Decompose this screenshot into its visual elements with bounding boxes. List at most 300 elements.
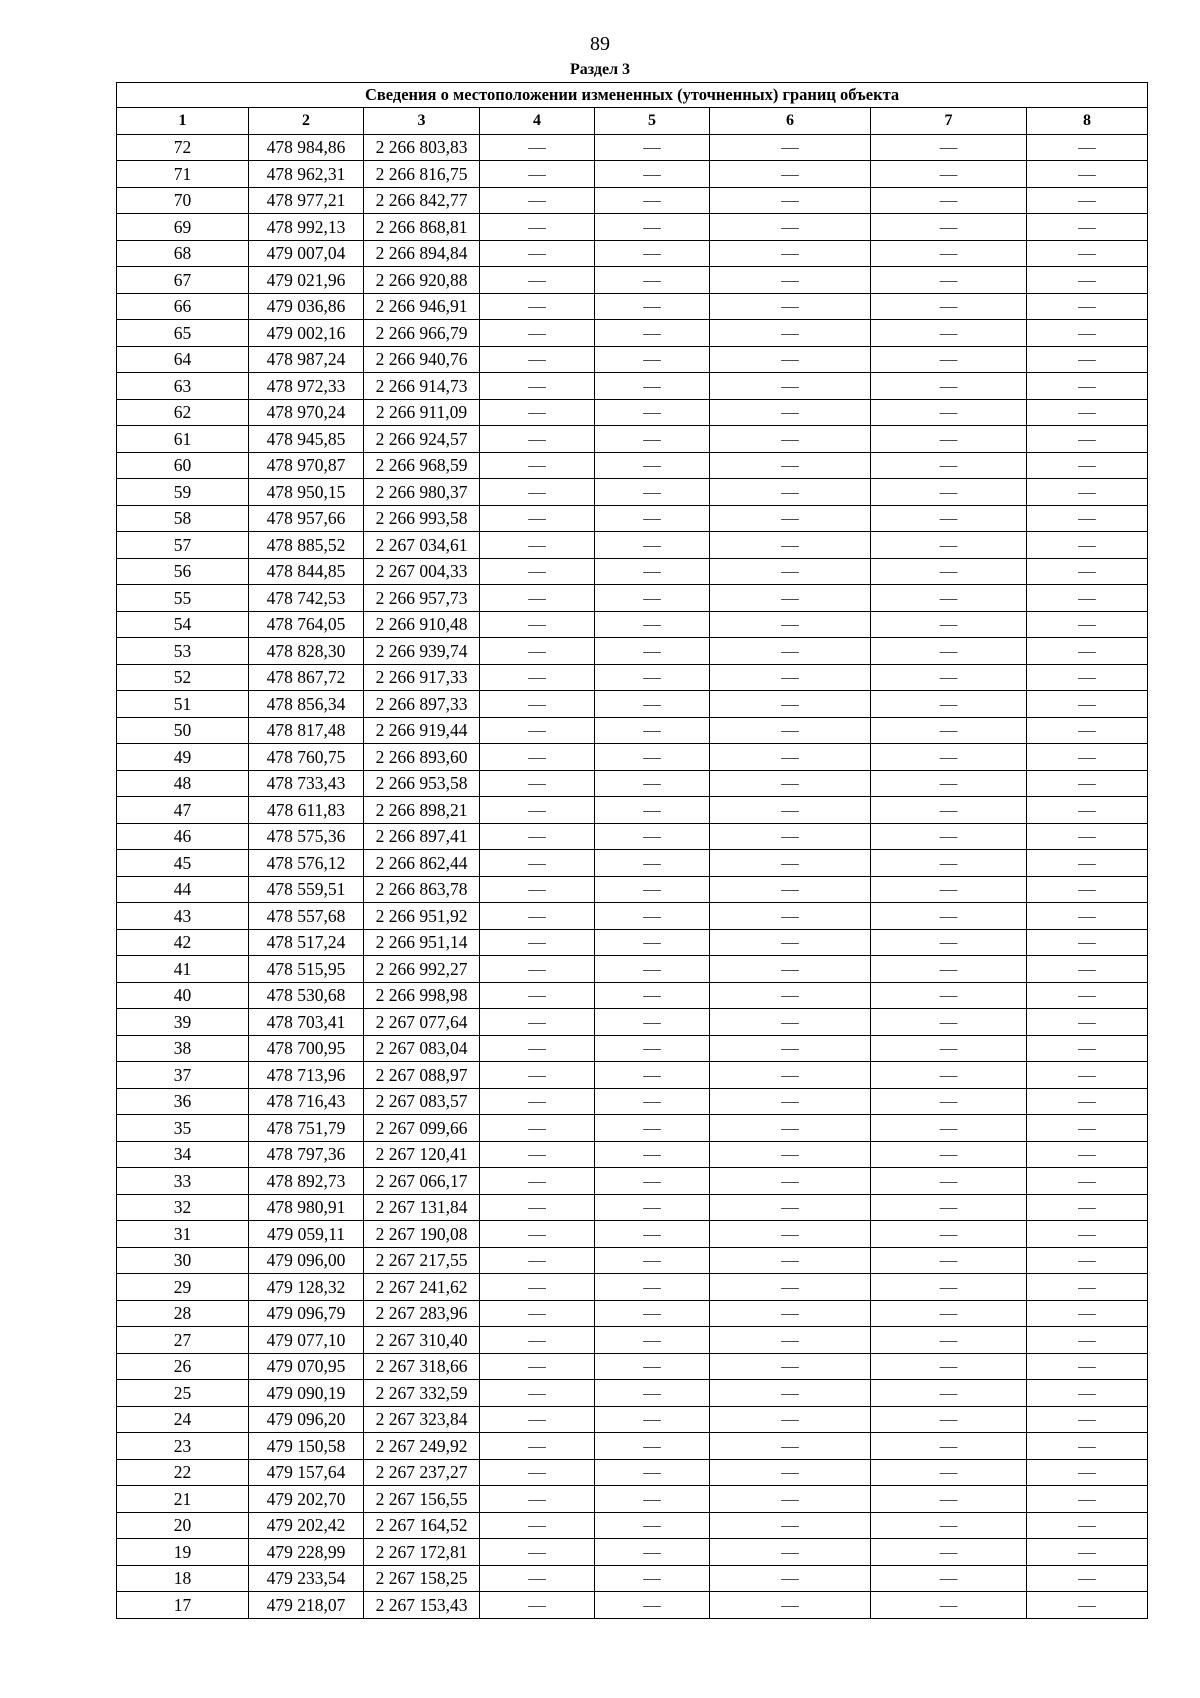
empty-cell: —	[480, 823, 595, 850]
empty-cell: —	[1027, 240, 1148, 267]
point-number-cell: 44	[117, 876, 249, 903]
empty-cell: —	[871, 1406, 1027, 1433]
empty-cell: —	[871, 346, 1027, 373]
x-coordinate-cell: 479 036,86	[249, 293, 364, 320]
empty-cell: —	[595, 1486, 710, 1513]
empty-cell: —	[871, 903, 1027, 930]
y-coordinate-cell: 2 267 099,66	[364, 1115, 480, 1142]
empty-cell: —	[595, 161, 710, 188]
empty-cell: —	[480, 240, 595, 267]
x-coordinate-cell: 479 150,58	[249, 1433, 364, 1460]
x-coordinate-cell: 478 517,24	[249, 929, 364, 956]
table-row	[117, 373, 1148, 400]
table-row	[117, 1539, 1148, 1566]
empty-cell: —	[710, 1539, 871, 1566]
empty-cell: —	[480, 320, 595, 347]
empty-cell: —	[710, 1115, 871, 1142]
y-coordinate-cell: 2 267 158,25	[364, 1565, 480, 1592]
table-row	[117, 1459, 1148, 1486]
y-coordinate-cell: 2 266 803,83	[364, 134, 480, 161]
empty-cell: —	[480, 717, 595, 744]
y-coordinate-cell: 2 266 897,41	[364, 823, 480, 850]
x-coordinate-cell: 478 972,33	[249, 373, 364, 400]
point-number-cell: 17	[117, 1592, 249, 1619]
table-row	[117, 134, 1148, 161]
y-coordinate-cell: 2 266 939,74	[364, 638, 480, 665]
empty-cell: —	[1027, 929, 1148, 956]
empty-cell: —	[710, 664, 871, 691]
empty-cell: —	[595, 399, 710, 426]
empty-cell: —	[710, 532, 871, 559]
x-coordinate-cell: 478 970,24	[249, 399, 364, 426]
empty-cell: —	[480, 1088, 595, 1115]
empty-cell: —	[480, 1353, 595, 1380]
table-row	[117, 1088, 1148, 1115]
empty-cell: —	[710, 1565, 871, 1592]
point-number-cell: 54	[117, 611, 249, 638]
empty-cell: —	[1027, 320, 1148, 347]
empty-cell: —	[710, 452, 871, 479]
table-row	[117, 1512, 1148, 1539]
table-row	[117, 929, 1148, 956]
empty-cell: —	[480, 876, 595, 903]
empty-cell: —	[871, 1512, 1027, 1539]
empty-cell: —	[871, 691, 1027, 718]
empty-cell: —	[595, 479, 710, 506]
empty-cell: —	[871, 426, 1027, 453]
empty-cell: —	[871, 717, 1027, 744]
empty-cell: —	[595, 797, 710, 824]
empty-cell: —	[1027, 744, 1148, 771]
table-row	[117, 585, 1148, 612]
empty-cell: —	[710, 903, 871, 930]
x-coordinate-cell: 478 856,34	[249, 691, 364, 718]
empty-cell: —	[1027, 903, 1148, 930]
empty-cell: —	[871, 982, 1027, 1009]
empty-cell: —	[480, 1512, 595, 1539]
y-coordinate-cell: 2 267 241,62	[364, 1274, 480, 1301]
empty-cell: —	[1027, 956, 1148, 983]
table-row	[117, 1565, 1148, 1592]
empty-cell: —	[1027, 1035, 1148, 1062]
x-coordinate-cell: 478 950,15	[249, 479, 364, 506]
empty-cell: —	[1027, 691, 1148, 718]
empty-cell: —	[1027, 214, 1148, 241]
point-number-cell: 51	[117, 691, 249, 718]
point-number-cell: 31	[117, 1221, 249, 1248]
empty-cell: —	[710, 161, 871, 188]
empty-cell: —	[710, 823, 871, 850]
x-coordinate-cell: 479 096,20	[249, 1406, 364, 1433]
empty-cell: —	[710, 638, 871, 665]
y-coordinate-cell: 2 267 066,17	[364, 1168, 480, 1195]
y-coordinate-cell: 2 266 980,37	[364, 479, 480, 506]
table-row	[117, 426, 1148, 453]
empty-cell: —	[480, 452, 595, 479]
empty-cell: —	[595, 1194, 710, 1221]
point-number-cell: 28	[117, 1300, 249, 1327]
table-row	[117, 1009, 1148, 1036]
table-row	[117, 876, 1148, 903]
empty-cell: —	[1027, 1380, 1148, 1407]
point-number-cell: 39	[117, 1009, 249, 1036]
empty-cell: —	[595, 1406, 710, 1433]
y-coordinate-cell: 2 266 968,59	[364, 452, 480, 479]
empty-cell: —	[871, 1247, 1027, 1274]
empty-cell: —	[710, 797, 871, 824]
x-coordinate-cell: 478 867,72	[249, 664, 364, 691]
y-coordinate-cell: 2 267 077,64	[364, 1009, 480, 1036]
empty-cell: —	[710, 770, 871, 797]
empty-cell: —	[480, 1247, 595, 1274]
column-header-row	[117, 108, 1148, 135]
empty-cell: —	[595, 1062, 710, 1089]
y-coordinate-cell: 2 266 920,88	[364, 267, 480, 294]
empty-cell: —	[1027, 452, 1148, 479]
x-coordinate-cell: 479 157,64	[249, 1459, 364, 1486]
point-number-cell: 68	[117, 240, 249, 267]
y-coordinate-cell: 2 267 083,57	[364, 1088, 480, 1115]
y-coordinate-cell: 2 267 172,81	[364, 1539, 480, 1566]
point-number-cell: 55	[117, 585, 249, 612]
empty-cell: —	[710, 479, 871, 506]
y-coordinate-cell: 2 266 998,98	[364, 982, 480, 1009]
x-coordinate-cell: 479 096,00	[249, 1247, 364, 1274]
empty-cell: —	[710, 214, 871, 241]
x-coordinate-cell: 479 128,32	[249, 1274, 364, 1301]
empty-cell: —	[871, 1274, 1027, 1301]
point-number-cell: 24	[117, 1406, 249, 1433]
table-row	[117, 479, 1148, 506]
empty-cell: —	[595, 585, 710, 612]
empty-cell: —	[710, 1327, 871, 1354]
empty-cell: —	[1027, 850, 1148, 877]
point-number-cell: 30	[117, 1247, 249, 1274]
table-row	[117, 505, 1148, 532]
point-number-cell: 35	[117, 1115, 249, 1142]
empty-cell: —	[595, 1168, 710, 1195]
point-number-cell: 26	[117, 1353, 249, 1380]
x-coordinate-cell: 478 828,30	[249, 638, 364, 665]
point-number-cell: 25	[117, 1380, 249, 1407]
point-number-cell: 70	[117, 187, 249, 214]
empty-cell: —	[1027, 1062, 1148, 1089]
empty-cell: —	[480, 479, 595, 506]
empty-cell: —	[871, 664, 1027, 691]
empty-cell: —	[710, 1221, 871, 1248]
point-number-cell: 49	[117, 744, 249, 771]
empty-cell: —	[595, 876, 710, 903]
empty-cell: —	[480, 426, 595, 453]
y-coordinate-cell: 2 266 863,78	[364, 876, 480, 903]
x-coordinate-cell: 478 611,83	[249, 797, 364, 824]
empty-cell: —	[480, 1406, 595, 1433]
empty-cell: —	[595, 1380, 710, 1407]
y-coordinate-cell: 2 266 993,58	[364, 505, 480, 532]
point-number-cell: 22	[117, 1459, 249, 1486]
empty-cell: —	[480, 611, 595, 638]
y-coordinate-cell: 2 266 946,91	[364, 293, 480, 320]
empty-cell: —	[710, 134, 871, 161]
empty-cell: —	[480, 1194, 595, 1221]
empty-cell: —	[595, 1141, 710, 1168]
x-coordinate-cell: 478 751,79	[249, 1115, 364, 1142]
y-coordinate-cell: 2 267 318,66	[364, 1353, 480, 1380]
table-row	[117, 982, 1148, 1009]
empty-cell: —	[595, 1592, 710, 1619]
empty-cell: —	[595, 770, 710, 797]
table-row	[117, 691, 1148, 718]
table-row	[117, 187, 1148, 214]
empty-cell: —	[1027, 717, 1148, 744]
empty-cell: —	[595, 293, 710, 320]
y-coordinate-cell: 2 266 868,81	[364, 214, 480, 241]
empty-cell: —	[480, 505, 595, 532]
empty-cell: —	[595, 346, 710, 373]
empty-cell: —	[1027, 1115, 1148, 1142]
column-header: 2	[249, 108, 364, 135]
point-number-cell: 19	[117, 1539, 249, 1566]
x-coordinate-cell: 479 090,19	[249, 1380, 364, 1407]
empty-cell: —	[871, 1592, 1027, 1619]
x-coordinate-cell: 478 760,75	[249, 744, 364, 771]
point-number-cell: 72	[117, 134, 249, 161]
empty-cell: —	[710, 1512, 871, 1539]
y-coordinate-cell: 2 266 992,27	[364, 956, 480, 983]
y-coordinate-cell: 2 267 332,59	[364, 1380, 480, 1407]
empty-cell: —	[480, 1565, 595, 1592]
empty-cell: —	[480, 1300, 595, 1327]
empty-cell: —	[710, 187, 871, 214]
empty-cell: —	[480, 1380, 595, 1407]
empty-cell: —	[710, 1247, 871, 1274]
empty-cell: —	[1027, 293, 1148, 320]
empty-cell: —	[480, 1221, 595, 1248]
y-coordinate-cell: 2 266 917,33	[364, 664, 480, 691]
x-coordinate-cell: 479 070,95	[249, 1353, 364, 1380]
empty-cell: —	[710, 1274, 871, 1301]
empty-cell: —	[595, 320, 710, 347]
table-row	[117, 267, 1148, 294]
empty-cell: —	[1027, 1459, 1148, 1486]
empty-cell: —	[480, 267, 595, 294]
point-number-cell: 61	[117, 426, 249, 453]
empty-cell: —	[1027, 187, 1148, 214]
y-coordinate-cell: 2 267 164,52	[364, 1512, 480, 1539]
point-number-cell: 58	[117, 505, 249, 532]
point-number-cell: 18	[117, 1565, 249, 1592]
empty-cell: —	[595, 187, 710, 214]
empty-cell: —	[480, 214, 595, 241]
point-number-cell: 50	[117, 717, 249, 744]
point-number-cell: 47	[117, 797, 249, 824]
table-row	[117, 638, 1148, 665]
x-coordinate-cell: 478 977,21	[249, 187, 364, 214]
table-row	[117, 1168, 1148, 1195]
point-number-cell: 59	[117, 479, 249, 506]
empty-cell: —	[871, 1565, 1027, 1592]
table-row	[117, 1194, 1148, 1221]
table-row	[117, 293, 1148, 320]
table-row	[117, 214, 1148, 241]
table-row	[117, 1274, 1148, 1301]
empty-cell: —	[480, 1539, 595, 1566]
point-number-cell: 62	[117, 399, 249, 426]
empty-cell: —	[871, 797, 1027, 824]
x-coordinate-cell: 478 892,73	[249, 1168, 364, 1195]
y-coordinate-cell: 2 267 156,55	[364, 1486, 480, 1513]
empty-cell: —	[871, 293, 1027, 320]
empty-cell: —	[595, 903, 710, 930]
empty-cell: —	[710, 346, 871, 373]
x-coordinate-cell: 478 530,68	[249, 982, 364, 1009]
empty-cell: —	[595, 452, 710, 479]
empty-cell: —	[710, 1300, 871, 1327]
empty-cell: —	[710, 373, 871, 400]
empty-cell: —	[1027, 1088, 1148, 1115]
x-coordinate-cell: 478 713,96	[249, 1062, 364, 1089]
column-header: 5	[595, 108, 710, 135]
y-coordinate-cell: 2 266 919,44	[364, 717, 480, 744]
empty-cell: —	[1027, 558, 1148, 585]
empty-cell: —	[595, 1088, 710, 1115]
empty-cell: —	[1027, 1512, 1148, 1539]
x-coordinate-cell: 478 703,41	[249, 1009, 364, 1036]
empty-cell: —	[1027, 664, 1148, 691]
x-coordinate-cell: 478 844,85	[249, 558, 364, 585]
point-number-cell: 71	[117, 161, 249, 188]
empty-cell: —	[595, 1274, 710, 1301]
table-row	[117, 558, 1148, 585]
empty-cell: —	[710, 1009, 871, 1036]
x-coordinate-cell: 479 007,04	[249, 240, 364, 267]
empty-cell: —	[1027, 505, 1148, 532]
x-coordinate-cell: 479 002,16	[249, 320, 364, 347]
empty-cell: —	[595, 134, 710, 161]
table-row	[117, 1062, 1148, 1089]
y-coordinate-cell: 2 266 842,77	[364, 187, 480, 214]
empty-cell: —	[871, 1062, 1027, 1089]
table-row	[117, 1035, 1148, 1062]
empty-cell: —	[871, 214, 1027, 241]
x-coordinate-cell: 479 096,79	[249, 1300, 364, 1327]
empty-cell: —	[480, 1592, 595, 1619]
empty-cell: —	[480, 1274, 595, 1301]
empty-cell: —	[1027, 1486, 1148, 1513]
column-header: 7	[871, 108, 1027, 135]
column-header: 3	[364, 108, 480, 135]
empty-cell: —	[710, 1194, 871, 1221]
point-number-cell: 37	[117, 1062, 249, 1089]
empty-cell: —	[480, 744, 595, 771]
empty-cell: —	[871, 1194, 1027, 1221]
y-coordinate-cell: 2 267 237,27	[364, 1459, 480, 1486]
empty-cell: —	[480, 134, 595, 161]
y-coordinate-cell: 2 267 323,84	[364, 1406, 480, 1433]
empty-cell: —	[1027, 1565, 1148, 1592]
x-coordinate-cell: 478 700,95	[249, 1035, 364, 1062]
empty-cell: —	[871, 1088, 1027, 1115]
empty-cell: —	[710, 293, 871, 320]
table-row	[117, 1141, 1148, 1168]
point-number-cell: 38	[117, 1035, 249, 1062]
table-row	[117, 1592, 1148, 1619]
empty-cell: —	[871, 770, 1027, 797]
x-coordinate-cell: 478 559,51	[249, 876, 364, 903]
y-coordinate-cell: 2 267 083,04	[364, 1035, 480, 1062]
point-number-cell: 53	[117, 638, 249, 665]
empty-cell: —	[710, 1459, 871, 1486]
empty-cell: —	[595, 1459, 710, 1486]
empty-cell: —	[480, 532, 595, 559]
point-number-cell: 63	[117, 373, 249, 400]
empty-cell: —	[1027, 982, 1148, 1009]
point-number-cell: 32	[117, 1194, 249, 1221]
empty-cell: —	[871, 1009, 1027, 1036]
y-coordinate-cell: 2 267 310,40	[364, 1327, 480, 1354]
y-coordinate-cell: 2 266 914,73	[364, 373, 480, 400]
y-coordinate-cell: 2 266 897,33	[364, 691, 480, 718]
empty-cell: —	[710, 876, 871, 903]
column-header: 6	[710, 108, 871, 135]
empty-cell: —	[595, 558, 710, 585]
empty-cell: —	[595, 426, 710, 453]
x-coordinate-cell: 479 228,99	[249, 1539, 364, 1566]
x-coordinate-cell: 478 962,31	[249, 161, 364, 188]
empty-cell: —	[1027, 823, 1148, 850]
x-coordinate-cell: 478 970,87	[249, 452, 364, 479]
empty-cell: —	[595, 1009, 710, 1036]
empty-cell: —	[595, 664, 710, 691]
y-coordinate-cell: 2 266 966,79	[364, 320, 480, 347]
empty-cell: —	[480, 161, 595, 188]
point-number-cell: 45	[117, 850, 249, 877]
point-number-cell: 48	[117, 770, 249, 797]
empty-cell: —	[1027, 1353, 1148, 1380]
y-coordinate-cell: 2 267 249,92	[364, 1433, 480, 1460]
empty-cell: —	[871, 1353, 1027, 1380]
empty-cell: —	[871, 267, 1027, 294]
x-coordinate-cell: 479 059,11	[249, 1221, 364, 1248]
table-row	[117, 770, 1148, 797]
empty-cell: —	[595, 1512, 710, 1539]
empty-cell: —	[480, 850, 595, 877]
empty-cell: —	[1027, 611, 1148, 638]
empty-cell: —	[871, 452, 1027, 479]
empty-cell: —	[871, 187, 1027, 214]
point-number-cell: 42	[117, 929, 249, 956]
table-row	[117, 850, 1148, 877]
point-number-cell: 34	[117, 1141, 249, 1168]
empty-cell: —	[1027, 1194, 1148, 1221]
x-coordinate-cell: 478 575,36	[249, 823, 364, 850]
point-number-cell: 36	[117, 1088, 249, 1115]
empty-cell: —	[1027, 479, 1148, 506]
empty-cell: —	[871, 1300, 1027, 1327]
empty-cell: —	[710, 1592, 871, 1619]
y-coordinate-cell: 2 267 283,96	[364, 1300, 480, 1327]
empty-cell: —	[1027, 1539, 1148, 1566]
column-header: 1	[117, 108, 249, 135]
empty-cell: —	[595, 240, 710, 267]
x-coordinate-cell: 478 716,43	[249, 1088, 364, 1115]
x-coordinate-cell: 478 742,53	[249, 585, 364, 612]
empty-cell: —	[871, 823, 1027, 850]
point-number-cell: 46	[117, 823, 249, 850]
y-coordinate-cell: 2 267 131,84	[364, 1194, 480, 1221]
empty-cell: —	[871, 638, 1027, 665]
empty-cell: —	[710, 399, 871, 426]
